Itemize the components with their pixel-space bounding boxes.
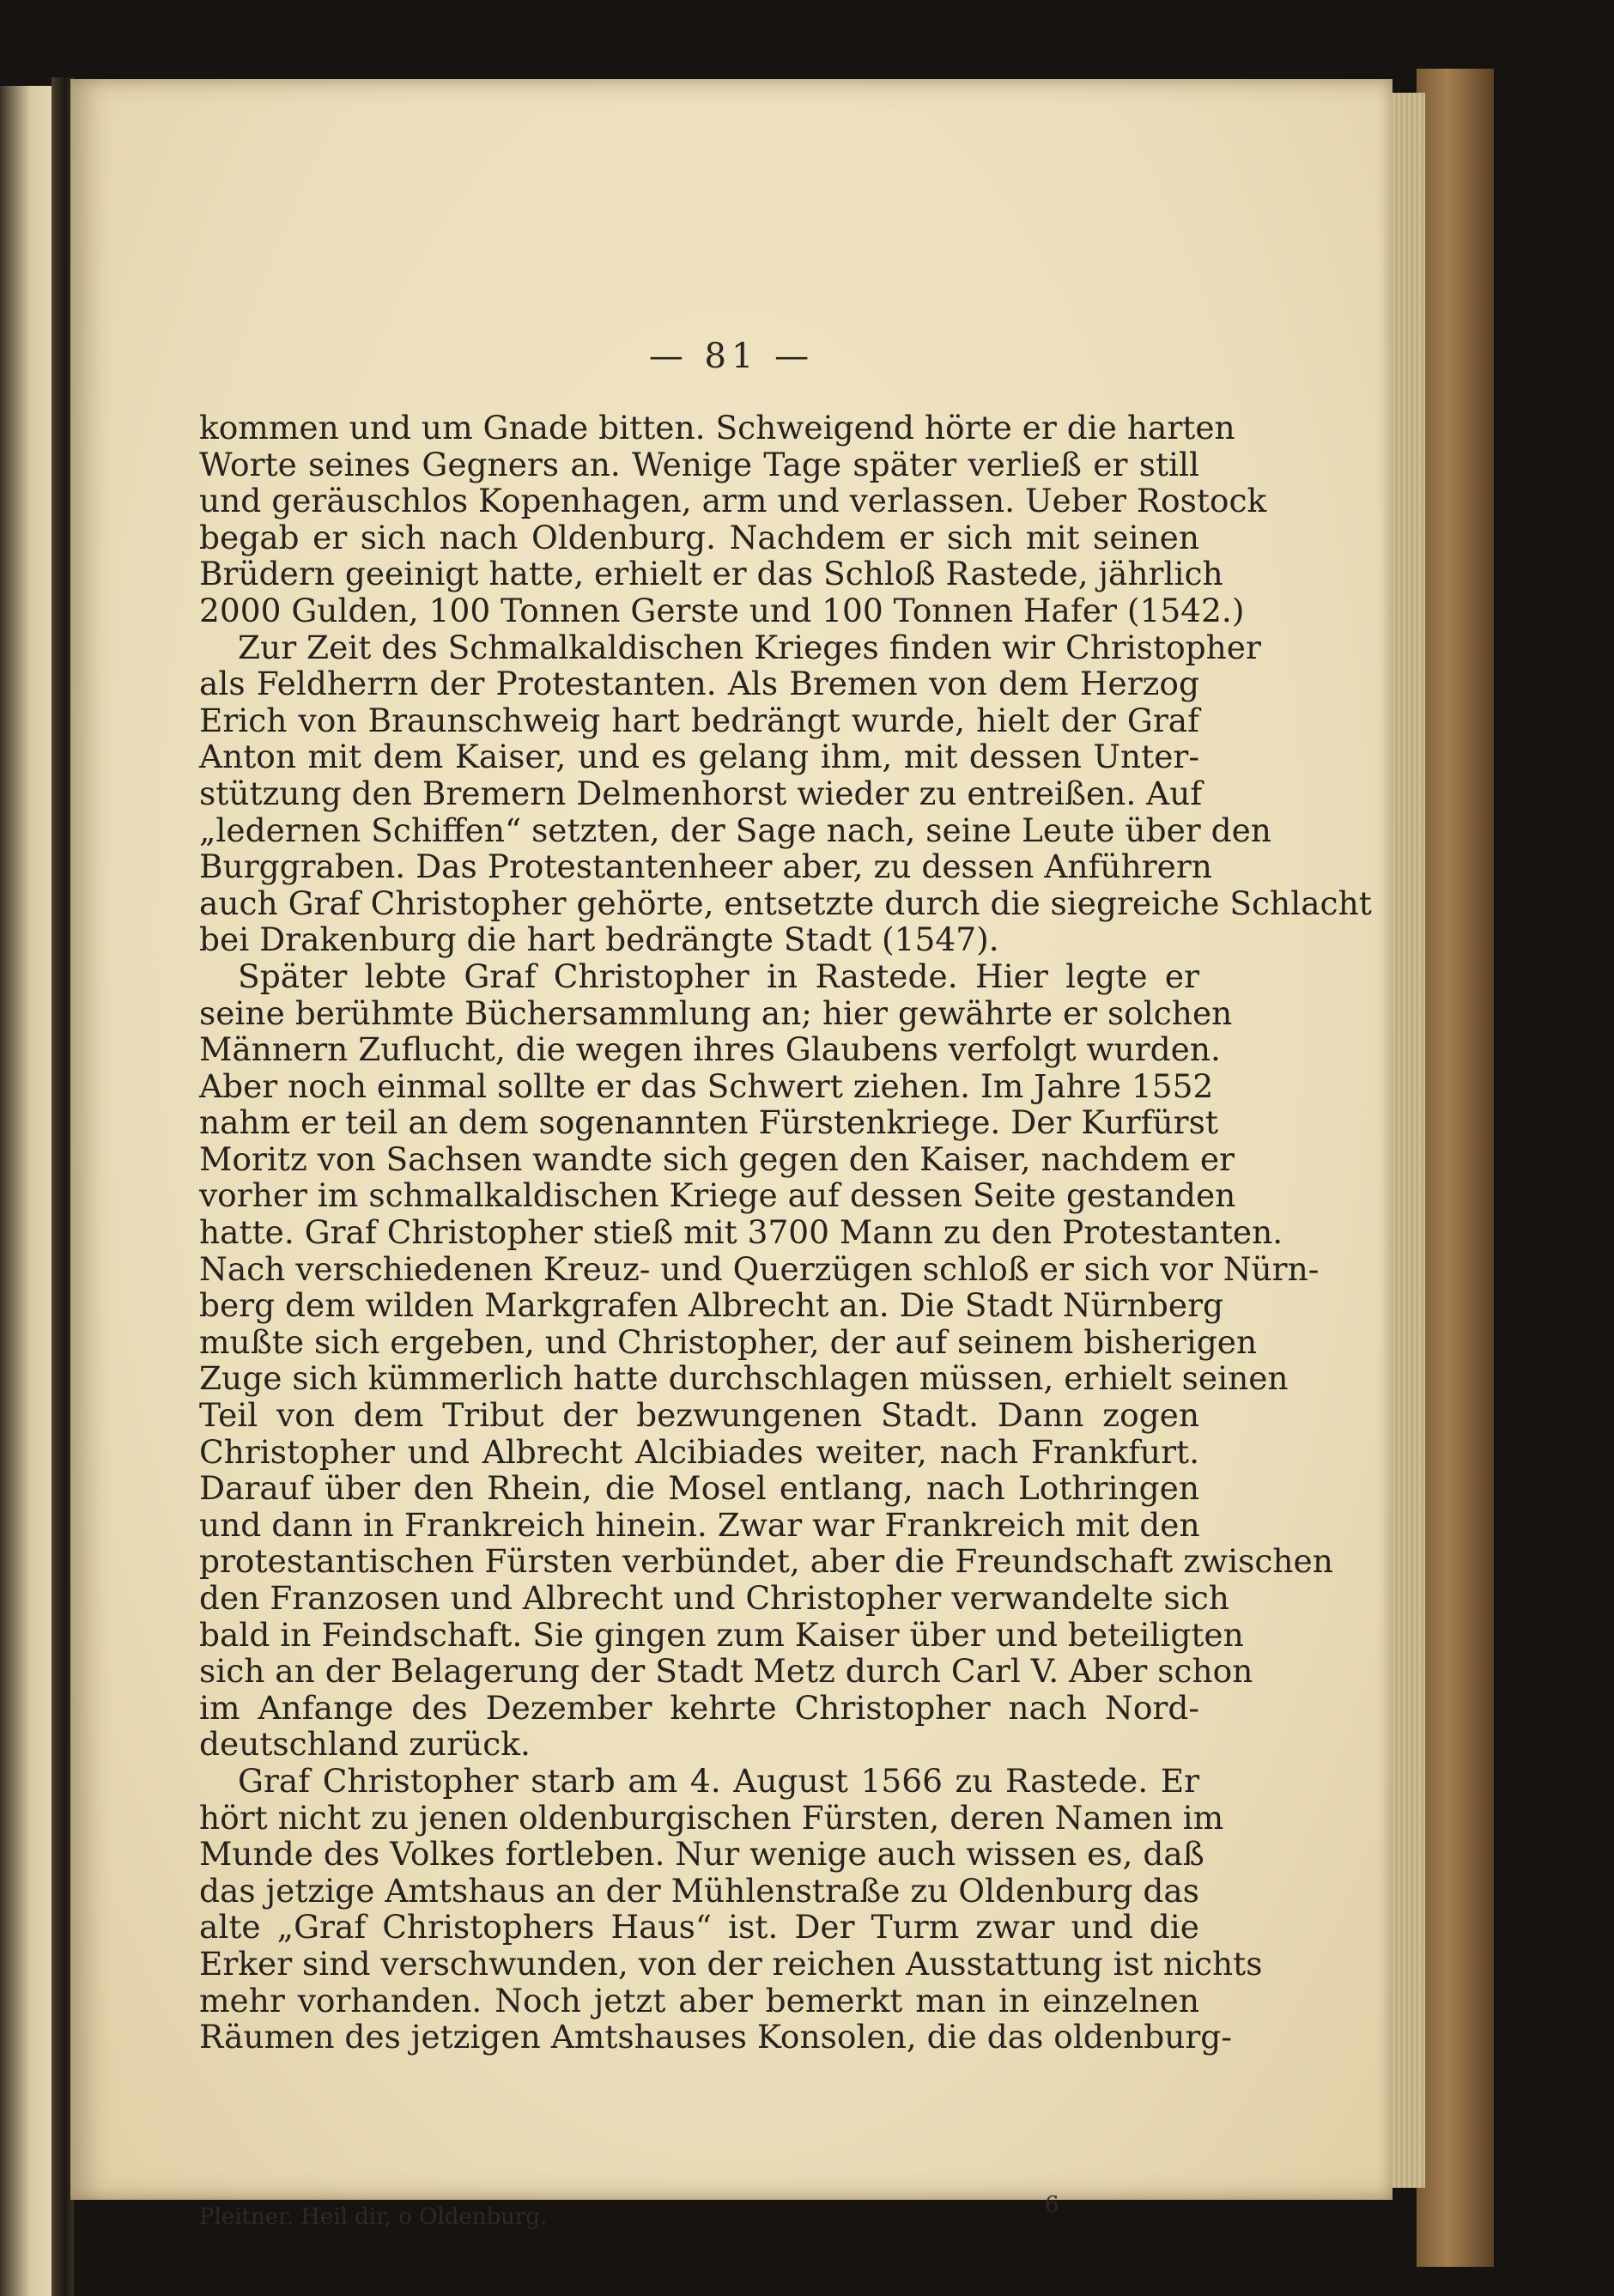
signature-mark: 6 bbox=[1045, 2192, 1059, 2218]
text-line: mehr vorhanden. Noch jetzt aber bemerkt man in einzelnen bbox=[199, 1981, 1199, 2020]
text-line: 2000 Gulden, 100 Tonnen Gerste und 100 Tonnen Hafer (1542.) bbox=[199, 591, 1245, 629]
text-line: Zur Zeit des Schmalkaldischen Krieges finden wir Christopher bbox=[238, 628, 1261, 666]
book-page bbox=[70, 79, 1393, 2230]
text-line: Burggraben. Das Protestantenheer aber, zu dessen Anführern bbox=[199, 847, 1212, 886]
text-line: Männern Zuflucht, die wegen ihres Glaubens verfolgt wurden. bbox=[199, 1030, 1221, 1069]
text-line: bei Drakenburg die hart bedrängte Stadt (1547). bbox=[199, 920, 999, 959]
text-line: mußte sich ergeben, und Christopher, der auf seinem bisherigen bbox=[199, 1322, 1258, 1361]
text-line: hatte. Graf Christopher stieß mit 3700 Mann zu den Protestanten. bbox=[199, 1213, 1283, 1252]
text-line: hört nicht zu jenen oldenburgischen Fürsten, deren Namen im bbox=[199, 1798, 1224, 1837]
text-line: stützung den Bremern Delmenhorst wieder zu entreißen. Auf bbox=[199, 774, 1203, 812]
text-line: Erker sind verschwunden, von der reichen Ausstattung ist nichts bbox=[199, 1944, 1263, 1983]
page-number: — 81 — bbox=[648, 337, 815, 376]
text-line: Anton mit dem Kaiser, und es gelang ihm, mit dessen Unter- bbox=[199, 738, 1199, 776]
left-page-edge bbox=[0, 86, 55, 2296]
text-line: Räumen des jetzigen Amtshauses Konsolen, die das oldenburg- bbox=[199, 2018, 1232, 2056]
text-line: das jetzige Amtshaus an der Mühlenstraße zu Oldenburg das bbox=[199, 1871, 1199, 1910]
text-line: Nach verschiedenen Kreuz- und Querzügen schloß er sich vor Nürn- bbox=[199, 1249, 1320, 1288]
text-line: Teil von dem Tribut der bezwungenen Stadt. Dann zogen bbox=[199, 1396, 1199, 1435]
text-line: berg dem wilden Markgrafen Albrecht an. Die Stadt Nürnberg bbox=[199, 1286, 1224, 1325]
text-line: als Feldherrn der Protestanten. Als Bremen von dem Herzog bbox=[199, 665, 1199, 703]
text-line: und geräuschlos Kopenhagen, arm und verlassen. Ueber Rostock bbox=[199, 482, 1267, 520]
text-line: kommen und um Gnade bitten. Schweigend hörte er die harten bbox=[199, 409, 1235, 446]
text-line: bald in Feindschaft. Sie gingen zum Kaiser über und beteiligten bbox=[199, 1615, 1244, 1654]
text-line: Graf Christopher starb am 4. August 1566 zu Rastede. Er bbox=[238, 1761, 1199, 1800]
text-line: den Franzosen und Albrecht und Christopher verwandelte sich bbox=[199, 1579, 1229, 1617]
text-line: vorher im schmalkaldischen Kriege auf dessen Seite gestanden bbox=[199, 1176, 1236, 1215]
text-line: Brüdern geeinigt hatte, erhielt er das Schloß Rastede, jährlich bbox=[199, 555, 1223, 593]
text-line: Aber noch einmal sollte er das Schwert ziehen. Im Jahre 1552 bbox=[199, 1066, 1214, 1105]
text-line: alte „Graf Christophers Haus“ ist. Der Turm zwar und die bbox=[199, 1908, 1199, 1947]
text-line: „ledernen Schiffen“ setzten, der Sage nach, seine Leute über den bbox=[199, 811, 1271, 849]
text-line: auch Graf Christopher gehörte, entsetzte durch die siegreiche Schlacht bbox=[199, 884, 1372, 922]
text-line: Darauf über den Rhein, die Mosel entlang, nach Lothringen bbox=[199, 1469, 1199, 1508]
body-text bbox=[199, 409, 1372, 2056]
text-line: sich an der Belagerung der Stadt Metz durch Carl V. Aber schon bbox=[199, 1652, 1253, 1691]
text-line: Moritz von Sachsen wandte sich gegen den Kaiser, nachdem er bbox=[199, 1139, 1235, 1178]
text-line: Später lebte Graf Christopher in Rastede. Hier legte er bbox=[238, 957, 1199, 995]
text-line: im Anfange des Dezember kehrte Christopher nach Nord- bbox=[199, 1688, 1199, 1727]
text-line: seine berühmte Büchersammlung an; hier gewährte er solchen bbox=[199, 993, 1233, 1032]
text-line: deutschland zurück. bbox=[199, 1725, 531, 1764]
text-line: nahm er teil an dem sogenannten Fürstenkriege. Der Kurfürst bbox=[199, 1103, 1218, 1142]
text-line: Zuge sich kümmerlich hatte durchschlagen müssen, erhielt seinen bbox=[199, 1359, 1289, 1398]
text-line: Munde des Volkes fortleben. Nur wenige auch wissen es, daß bbox=[199, 1835, 1204, 1874]
text-line: Christopher und Albrecht Alcibiades weiter, nach Frankfurt. bbox=[199, 1432, 1199, 1471]
text-line: Erich von Braunschweig hart bedrängt wurde, hielt der Graf bbox=[199, 701, 1199, 739]
text-line: Worte seines Gegners an. Wenige Tage später verließ er still bbox=[199, 445, 1199, 483]
footer-book-title: Pleitner. Heil dir, o Oldenburg. bbox=[199, 2204, 548, 2230]
book-cover-edge bbox=[1417, 69, 1494, 2267]
text-line: protestantischen Fürsten verbündet, aber die Freundschaft zwischen bbox=[199, 1542, 1333, 1581]
text-line: begab er sich nach Oldenburg. Nachdem er sich mit seinen bbox=[199, 518, 1199, 556]
text-line: und dann in Frankreich hinein. Zwar war Frankreich mit den bbox=[199, 1505, 1200, 1544]
